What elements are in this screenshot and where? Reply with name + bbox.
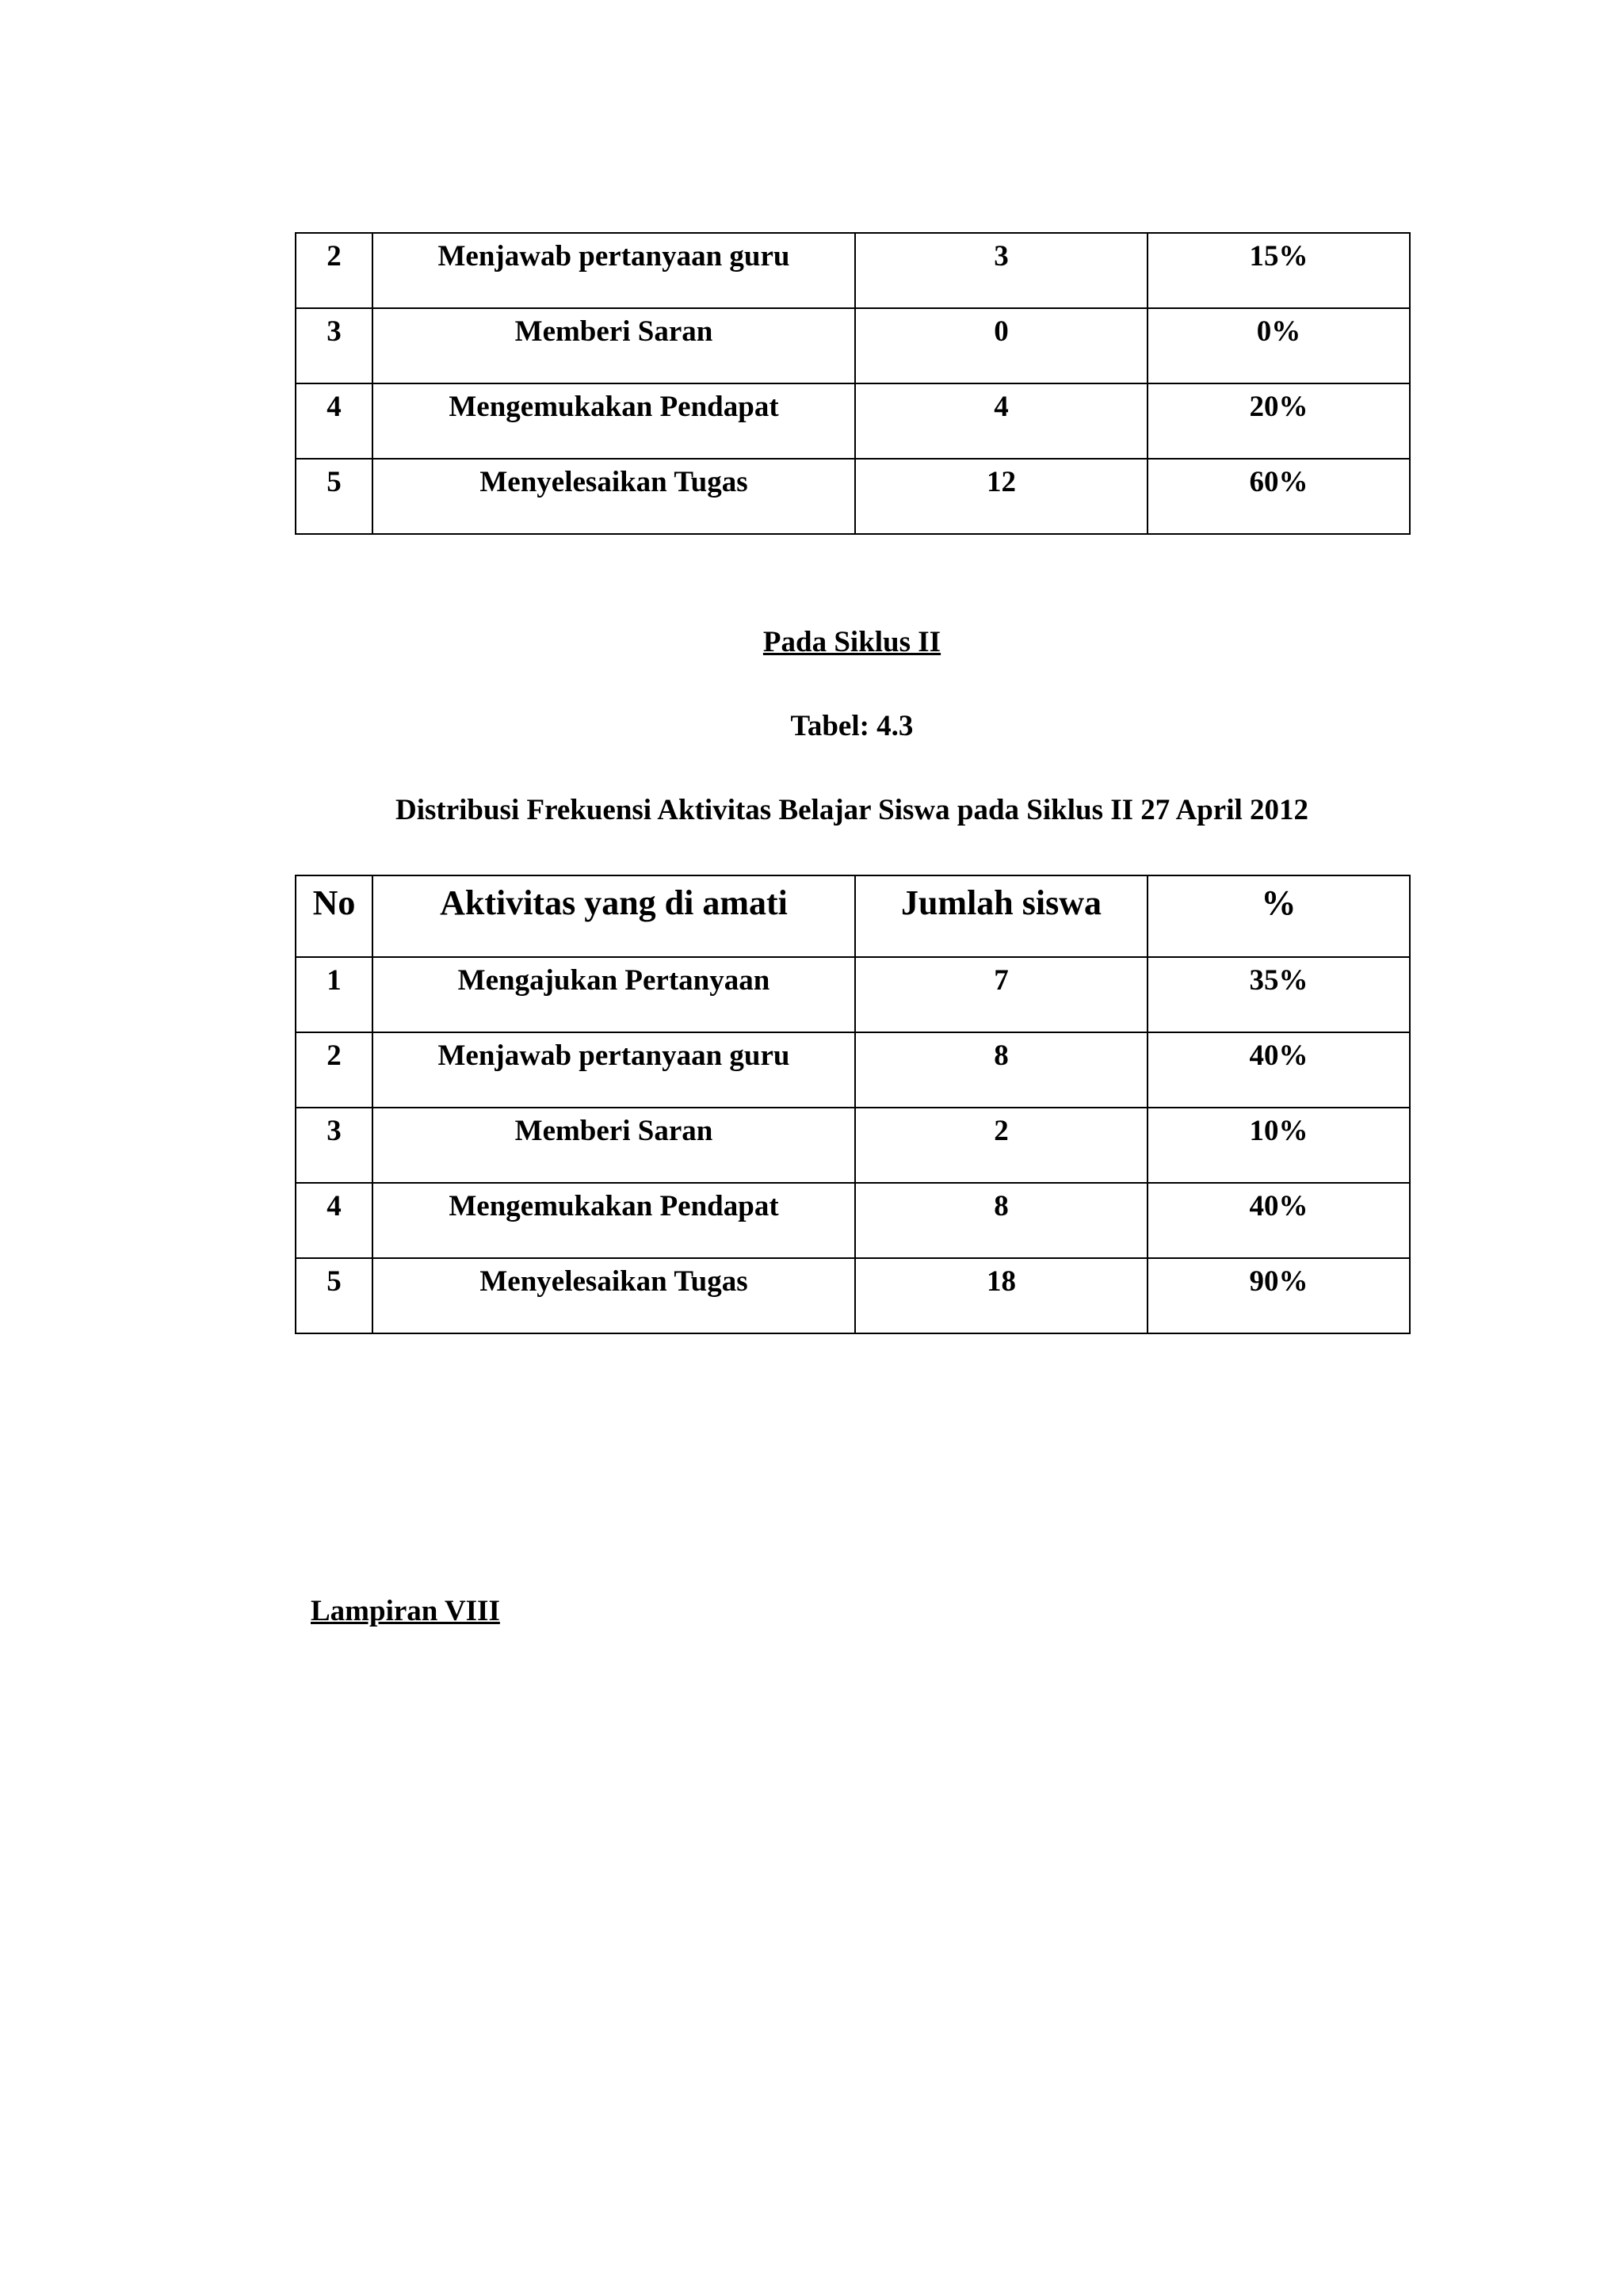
cell-no: 2: [296, 233, 372, 308]
cell-no: 5: [296, 1258, 372, 1333]
lampiran-heading: Lampiran VIII: [311, 1595, 500, 1627]
cell-count: 3: [855, 233, 1148, 308]
cell-activity: Mengemukakan Pendapat: [372, 1183, 855, 1258]
cell-percent: 35%: [1148, 957, 1410, 1032]
cell-activity: Menyelesaikan Tugas: [372, 1258, 855, 1333]
cell-activity: Mengemukakan Pendapat: [372, 383, 855, 459]
cell-count: 8: [855, 1032, 1148, 1108]
table-row: [296, 957, 1410, 1032]
cell-count: 0: [855, 308, 1148, 383]
cell-no: 2: [296, 1032, 372, 1108]
cell-percent: 60%: [1148, 459, 1410, 534]
table-row: [296, 1183, 1410, 1258]
table-row: [296, 1258, 1410, 1333]
table-row: [296, 383, 1410, 459]
section-heading: Pada Siklus II: [762, 626, 941, 658]
header-percent: %: [1148, 875, 1410, 957]
cell-count: 12: [855, 459, 1148, 534]
cell-percent: 40%: [1148, 1032, 1410, 1108]
table-row: [296, 1032, 1410, 1108]
table-caption: Distribusi Frekuensi Aktivitas Belajar Siswa pada Siklus II 27 April 2012: [395, 794, 1309, 826]
cell-percent: 10%: [1148, 1108, 1410, 1183]
cell-count: 4: [855, 383, 1148, 459]
cell-no: 4: [296, 383, 372, 459]
cell-no: 4: [296, 1183, 372, 1258]
cell-activity: Memberi Saran: [372, 308, 855, 383]
cell-activity: Menyelesaikan Tugas: [372, 459, 855, 534]
table-row: [296, 308, 1410, 383]
table-row: [296, 1108, 1410, 1183]
cell-no: 3: [296, 308, 372, 383]
cell-percent: 90%: [1148, 1258, 1410, 1333]
cell-activity: Menjawab pertanyaan guru: [372, 1032, 855, 1108]
cell-count: 2: [855, 1108, 1148, 1183]
cell-count: 18: [855, 1258, 1148, 1333]
cell-count: 7: [855, 957, 1148, 1032]
table-row: [296, 459, 1410, 534]
table-label: Tabel: 4.3: [790, 710, 914, 742]
table-row: [296, 233, 1410, 308]
cell-percent: 20%: [1148, 383, 1410, 459]
activity-table-siklus-2: [295, 875, 1411, 1334]
cell-percent: 0%: [1148, 308, 1410, 383]
cell-percent: 15%: [1148, 233, 1410, 308]
header-activity: Aktivitas yang di amati: [372, 875, 855, 957]
activity-table-continued: [295, 232, 1411, 535]
cell-activity: Memberi Saran: [372, 1108, 855, 1183]
cell-count: 8: [855, 1183, 1148, 1258]
cell-activity: Menjawab pertanyaan guru: [372, 233, 855, 308]
cell-no: 5: [296, 459, 372, 534]
cell-activity: Mengajukan Pertanyaan: [372, 957, 855, 1032]
cell-no: 1: [296, 957, 372, 1032]
header-count: Jumlah siswa: [855, 875, 1148, 957]
cell-percent: 40%: [1148, 1183, 1410, 1258]
cell-no: 3: [296, 1108, 372, 1183]
header-no: No: [296, 875, 372, 957]
table-header-row: [296, 875, 1410, 957]
